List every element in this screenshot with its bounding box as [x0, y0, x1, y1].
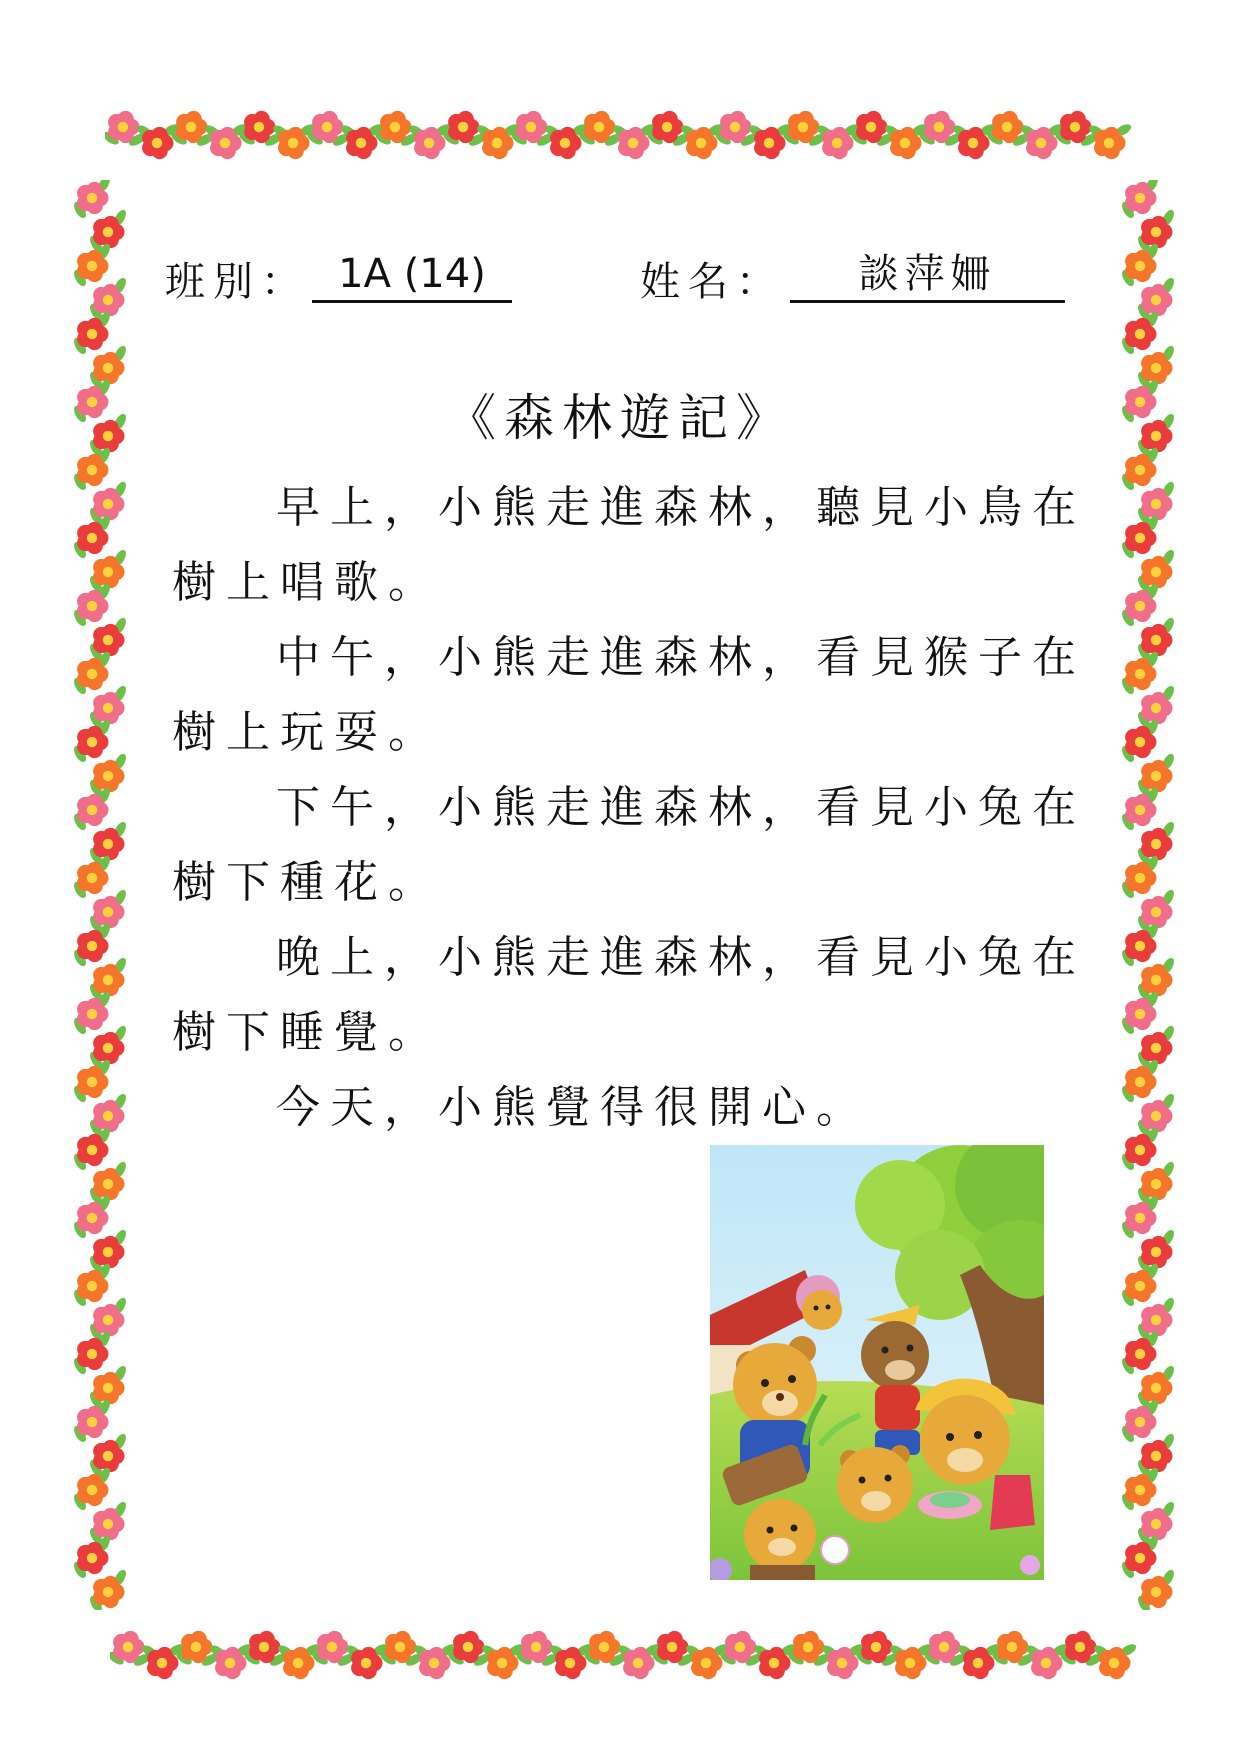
class-label: 班別： [165, 259, 309, 305]
story-paragraph: 下午，小熊走進森林，看見小兔在樹下種花。 [172, 782, 1086, 908]
flower-garland-top [105, 100, 1145, 170]
flower-garland-bottom [110, 1620, 1150, 1690]
bears-in-forest-illustration [710, 1145, 1044, 1580]
story-paragraph: 今天，小熊覺得很開心。 [276, 1082, 870, 1133]
story-body [172, 470, 1102, 1145]
story-paragraph: 中午，小熊走進森林，看見猴子在樹上玩耍。 [172, 632, 1086, 758]
name-value: 談萍姍 [790, 248, 1065, 303]
name-label: 姓名： [640, 259, 784, 305]
class-value: 1A (14) [312, 248, 512, 303]
story-paragraph: 晚上，小熊走進森林，看見小兔在樹下睡覺。 [172, 932, 1086, 1058]
story-title: 《森林遊記》 [446, 389, 794, 447]
story-paragraph: 早上，小熊走進森林，聽見小鳥在樹上唱歌。 [172, 482, 1086, 608]
